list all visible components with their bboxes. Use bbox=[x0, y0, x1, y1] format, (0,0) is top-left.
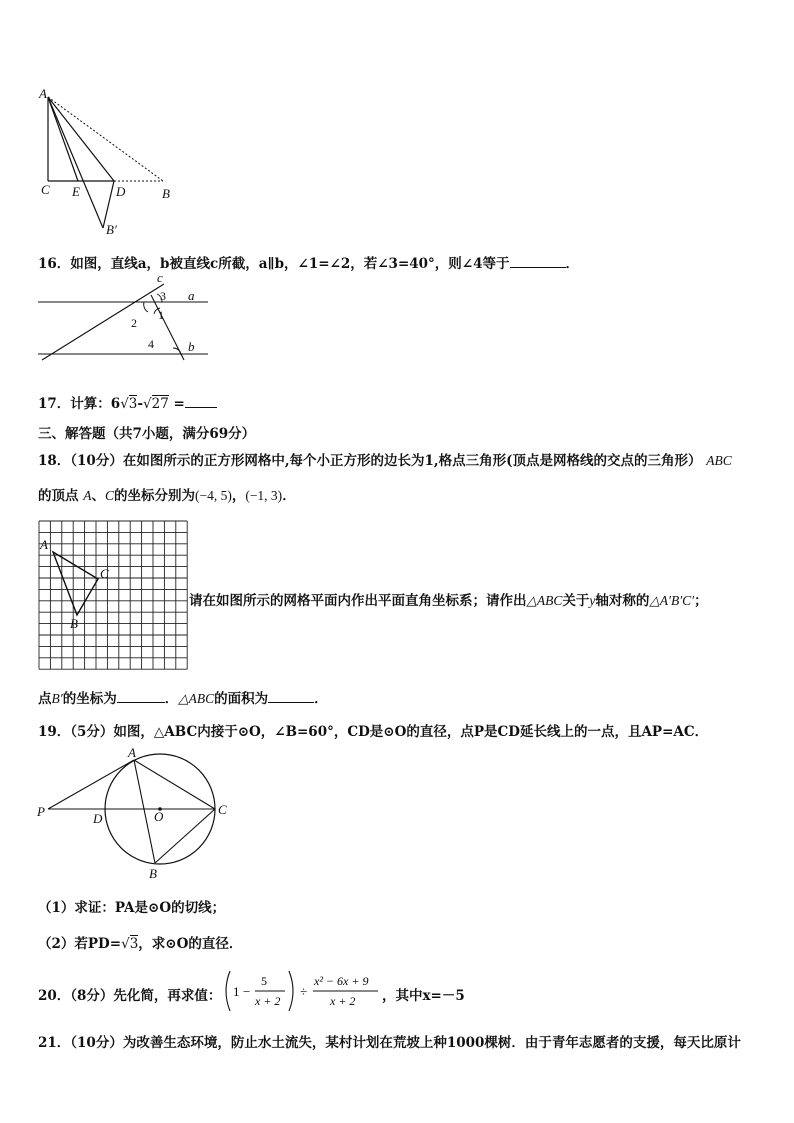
q16-text: 16．如图，直线a，b被直线c所截，a∥b，∠1=∠2，若∠3=40°，则∠4等于 bbox=[38, 256, 510, 272]
q21-text: 21．（10分）为改善生态环境，防止水土流失，某村计划在荒坡上种1000棵树．由于青年志愿者的支援，每天比原计 bbox=[38, 1035, 741, 1051]
q20-denominator-2: x + 2 bbox=[330, 994, 356, 1008]
q18-line3b: 的坐标为 bbox=[62, 691, 117, 707]
q18-line3 bbox=[38, 687, 328, 707]
q19-text: 19．（5分）如图，△ABC内接于⊙O，∠B=60°，CD是⊙O的直径，点P是CD延长线上的一点，且AP=AC． bbox=[38, 724, 709, 740]
q18-blank-1 bbox=[117, 690, 165, 703]
fig19-label-D: D bbox=[93, 811, 103, 826]
fig15-label-Bprime: B′ bbox=[106, 222, 117, 237]
q20-divide: ÷ bbox=[300, 984, 308, 999]
q18-comma: ， bbox=[231, 488, 246, 504]
q18-line3e: ． bbox=[314, 691, 328, 707]
q20-numerator-2: x² − 6x + 9 bbox=[314, 974, 369, 988]
q18-line1-text: 18．（10分）在如图所示的正方形网格中,每个小正方形的边长为1,格点三角形(顶点是网格线的交点的三角形） bbox=[38, 453, 702, 469]
fig19-label-B: B bbox=[149, 866, 157, 881]
q20-numerator-5: 5 bbox=[261, 974, 267, 988]
q16-answer-blank bbox=[510, 255, 566, 268]
fig15-triangle bbox=[36, 88, 186, 238]
fig19-label-A: A bbox=[128, 745, 136, 760]
fig16-label-c: c bbox=[157, 272, 163, 285]
q18-abc: ABC bbox=[706, 453, 732, 468]
q18-grid-label-C: C bbox=[100, 566, 109, 581]
q18-blank-2 bbox=[268, 690, 314, 703]
q18-grid bbox=[38, 520, 188, 670]
q20-denominator-1: x + 2 bbox=[255, 994, 281, 1008]
q18-bprime: B′ bbox=[51, 691, 63, 706]
q18-line2b: 的坐标分别为 bbox=[113, 488, 195, 504]
fig16-parallel-lines bbox=[36, 272, 216, 362]
q17-line bbox=[38, 392, 217, 412]
q18-line2a: 的顶点 bbox=[38, 488, 79, 504]
q18-side-text2: 关于 bbox=[562, 593, 590, 609]
fig19-circle bbox=[36, 744, 236, 884]
q20-prefix: 20．（8分）先化简，再求值： bbox=[38, 988, 222, 1004]
q18-grid-label-B: B bbox=[70, 616, 78, 631]
q16-end: ． bbox=[565, 256, 580, 272]
fig16-angle-2: 2 bbox=[131, 316, 137, 330]
q18-point-C: C bbox=[104, 488, 114, 503]
q17-prefix: 17．计算：6 bbox=[38, 396, 121, 412]
q18-point-A: A bbox=[83, 488, 92, 503]
q18-y-axis: y bbox=[589, 593, 596, 608]
fig16-label-a: a bbox=[188, 288, 195, 303]
q17-sqrt-sign-1: √ bbox=[120, 396, 129, 412]
q18-side-line bbox=[189, 589, 708, 609]
fig15-label-B: B bbox=[162, 186, 170, 201]
q18-side-text3: 轴对称的 bbox=[595, 593, 650, 609]
q19-sub1: （1）求证：PA是⊙O的切线； bbox=[38, 900, 226, 916]
q19-sub2b: ，求⊙O的直径． bbox=[138, 936, 243, 952]
q20-suffix: ，其中x=－5 bbox=[382, 988, 465, 1004]
q18-dot: ． bbox=[282, 488, 296, 504]
q19-sub2 bbox=[38, 932, 242, 952]
fig16-angle-1: 1 bbox=[158, 308, 164, 322]
q17-answer-blank bbox=[185, 395, 217, 408]
fig15-label-A: A bbox=[39, 88, 47, 101]
section3-title: 三、解答题（共7小题，满分69分） bbox=[38, 426, 256, 442]
q16-line bbox=[38, 252, 579, 272]
fig15-label-D: D bbox=[116, 184, 126, 199]
fig19-label-P: P bbox=[37, 804, 45, 819]
q17-sqrt-sign-2: √ bbox=[143, 396, 152, 412]
q18-coord-A: (−4, 5) bbox=[194, 488, 232, 503]
fig15-label-C: C bbox=[41, 182, 50, 197]
q18-line3a: 点 bbox=[38, 691, 52, 707]
q18-side-end: ； bbox=[694, 593, 708, 609]
q17-minus: - bbox=[137, 396, 143, 412]
q20-minus: − bbox=[243, 984, 251, 999]
q17-radicand-1: 3 bbox=[128, 396, 138, 412]
q18-line1 bbox=[38, 449, 732, 469]
q18-grid-label-A: A bbox=[40, 537, 48, 552]
q18-line2 bbox=[38, 484, 296, 504]
q17-equals: = bbox=[173, 396, 185, 412]
fig15-label-E: E bbox=[72, 184, 80, 199]
q18-side-text: 请在如图所示的网格平面内作出平面直角坐标系；请作出 bbox=[189, 593, 527, 609]
fig19-label-O: O bbox=[154, 809, 164, 824]
q17-radicand-2: 27 bbox=[151, 396, 169, 412]
fig16-angle-4: 4 bbox=[148, 337, 154, 351]
q19-radicand: 3 bbox=[129, 936, 139, 952]
q18-sep: 、 bbox=[91, 488, 105, 504]
fig19-label-C: C bbox=[218, 802, 227, 817]
q18-line3c: ． bbox=[164, 691, 179, 707]
q19-sub2a: （2）若PD= bbox=[38, 936, 122, 952]
q18-tri3: △ABC bbox=[178, 691, 215, 706]
fig16-label-b: b bbox=[188, 339, 195, 354]
q18-tri1: △ABC bbox=[526, 593, 563, 608]
q18-coord-C: (−1, 3) bbox=[245, 488, 283, 503]
q18-tri2: △A′B′C′ bbox=[649, 593, 695, 608]
fig16-angle-3: 3 bbox=[160, 289, 166, 303]
q20-one: 1 bbox=[233, 984, 240, 999]
q19-sqrt-sign: √ bbox=[121, 936, 130, 952]
q18-line3d: 的面积为 bbox=[214, 691, 269, 707]
